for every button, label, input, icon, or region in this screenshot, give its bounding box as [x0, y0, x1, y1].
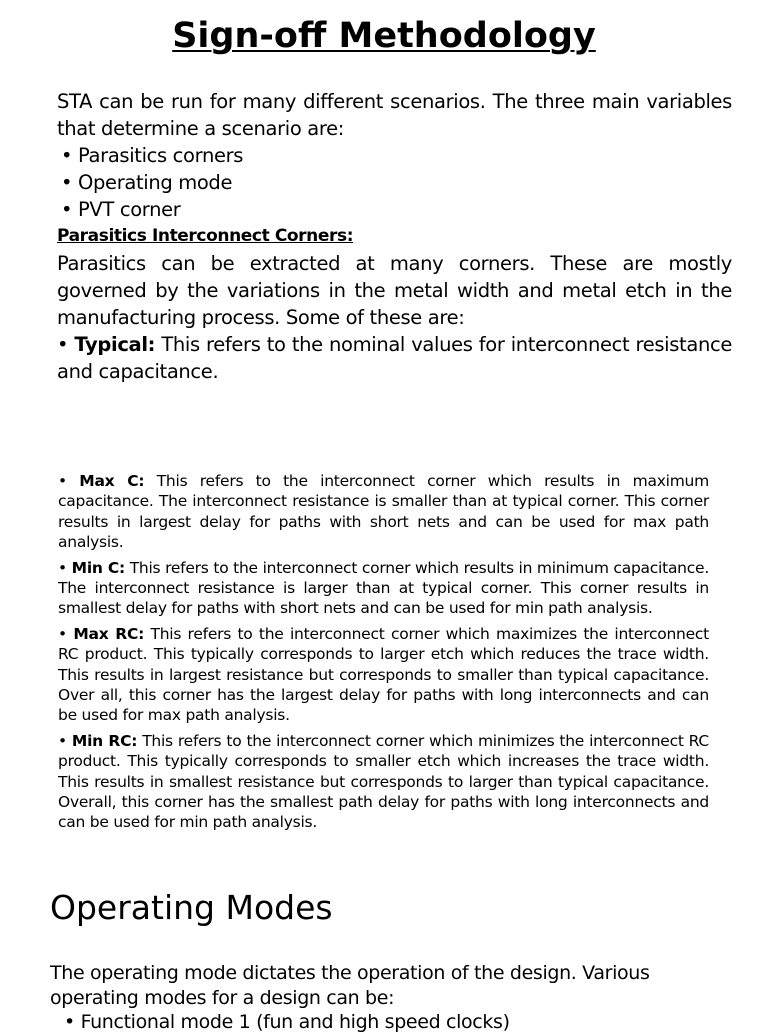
corner-text: This refers to the interconnect corner which minimizes the interconnect RC product. This typically corresponds to smaller etch which increases the trace width. This results in smallest resistance but corresponds to larger than typical capacitance. Overall, this corner has the smallest path delay for paths with long interconnects and can be used for min path analysis.	[58, 732, 709, 832]
corner-text: This refers to the interconnect corner which maximizes the interconnect RC product. This typically corresponds to larger etch which reduces the trace width. This results in largest resistance but corresponds to smaller than typical capacitance. Over all, this corner has the largest delay for paths with long interconnects and can be used for max path analysis.	[58, 625, 709, 725]
operating-modes-section	[50, 961, 690, 1035]
bullet-icon: •	[61, 171, 73, 194]
corner-item-min-rc	[58, 731, 709, 832]
list-item	[57, 142, 732, 169]
intro-paragraph: STA can be run for many different scenarios. The three main variables that determine a scenario are:	[57, 90, 732, 140]
corner-item-max-c	[58, 471, 709, 552]
bullet-icon: •	[61, 144, 73, 167]
corner-item-max-rc	[58, 624, 709, 725]
parasitics-paragraph: Parasitics can be extracted at many corners. These are mostly governed by the variations in the metal width and metal etch in the manufacturing process. Some of these are:	[57, 252, 732, 329]
list-item-label: PVT corner	[78, 198, 181, 221]
bullet-icon: •	[58, 625, 67, 644]
list-item	[57, 169, 732, 196]
list-item-label: Functional mode 1 (fun and high speed clocks)	[80, 1011, 510, 1033]
bullet-icon: •	[61, 198, 73, 221]
bullet-icon: •	[58, 472, 67, 490]
typical-corner-term: Typical:	[74, 333, 156, 356]
corner-term: Max RC:	[73, 625, 145, 644]
list-item	[57, 196, 732, 223]
corner-term: Min RC:	[71, 732, 138, 751]
corner-term: Min C:	[71, 558, 125, 577]
corner-item-min-c	[58, 558, 709, 619]
bullet-icon: •	[58, 732, 67, 751]
parasitics-heading: Parasitics Interconnect Corners:	[57, 226, 354, 246]
list-item-label: Operating mode	[78, 171, 233, 194]
list-item-label: Parasitics corners	[78, 144, 244, 167]
corner-text: This refers to the interconnect corner which results in minimum capacitance. The interconnect resistance is larger than at typical corner. This corner results in smallest delay for paths with short nets and can be used for min path analysis.	[58, 558, 709, 618]
bullet-icon: •	[58, 558, 67, 577]
operating-modes-heading: Operating Modes	[50, 888, 333, 927]
typical-corner-item	[57, 331, 732, 385]
scenario-variables-list	[57, 142, 732, 223]
operating-modes-paragraph: The operating mode dictates the operation of the design. Various operating modes for a design can be:	[50, 962, 650, 1009]
corner-definitions	[58, 471, 709, 838]
bullet-icon: •	[57, 333, 69, 356]
list-item	[64, 1010, 690, 1035]
page-title: Sign-off Methodology	[172, 16, 596, 56]
operating-modes-list	[50, 1010, 690, 1035]
corner-text: This refers to the interconnect corner which results in maximum capacitance. The interconnect resistance is smaller than at typical corner. This corner results in largest delay for paths with short nets and can be used for max path analysis.	[58, 472, 709, 551]
corner-term: Max C:	[79, 472, 145, 490]
intro-section	[57, 88, 732, 385]
typical-corner-text: This refers to the nominal values for interconnect resistance and capacitance.	[57, 333, 732, 383]
bullet-icon: •	[64, 1011, 75, 1033]
